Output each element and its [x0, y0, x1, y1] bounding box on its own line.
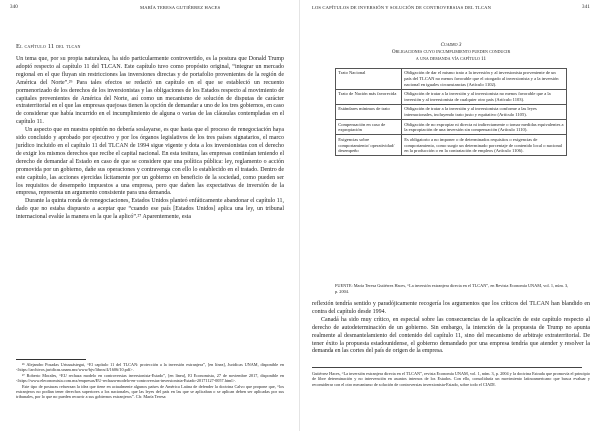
table-row-value: Obligación de tratar a la inversión y al inversionista no menos favorable que a la inversión y al inversionista de cualquier otro país (Artículo 1103).	[402, 89, 567, 104]
section-title: El capítulo 11 del tlcan	[16, 43, 81, 50]
table-caption-line: Obligaciones cuyo incumplimiento pueden conducir	[391, 49, 511, 55]
table-row-key: Trato Nacional	[336, 69, 402, 90]
right-running-head: LOS CAPÍTULOS DE INVERSIÓN Y SOLUCIÓN DE CONTROVERSIAS DEL TLCAN	[312, 5, 492, 10]
left-paragraph: Durante la quinta ronda de renegociaciones, Estados Unidos planteó enfáticamente abandonar el capítulo 11, dado que no estaba dispuesto a aceptar que “cuando ese país [Estados Unidos] aplica una ley, un tribunal internacional evalúe la manera en la que la aplicó”.²⁷ Aparentemente, esta	[16, 198, 284, 221]
table-row-value: Obligación de no expropiar ni directa ni indirectamente o tomar medidas equivalentes a la expropiación de una inversión sin compensación (Artículo 1110).	[402, 120, 567, 135]
table-caption-line: a una demanda vía capítulo 11	[415, 56, 487, 62]
footnote: ²⁶ Alejandro Posadas Urtusuástegui, “El capítulo 11 del TLCAN: protección a la inversión extranjera”, [en línea], Juridicas UNAM, disponible en <https://archivos.juridicas.unam.mx/www/bjv/libros/4/1606/10.pdf>.	[16, 362, 284, 373]
table-source-note: FUENTE: María Teresa Gutiérrez Haces, “La inversión extranjera directa en el TLCAN”, en Revista Economía UNAM, vol. 1, núm. 3, p. 2004.	[335, 283, 569, 294]
footnote: Gutiérrez Haces, “La inversión extranjera directa en el TLCAN”, revista Economía UNAM, vol. 1, núm. 3, p. 2004 y la doctrina Estrada que promovía el principio de libre determinación y no intervención en asuntos internos de los Estados. Con ello, consolidaría un movimiento latinoamericano que busca evaluar y reconsiderar con el otro mecanismo de solución de controversias inversionista-Estado, sobre todo el CIADI.	[312, 371, 590, 387]
footnote-divider	[312, 367, 582, 368]
table-row-value: Obligación de tratar a la inversión y al inversionista conforme a las leyes internacionales, incluyendo trato justo y equitativo (Artículo 1105).	[402, 105, 567, 120]
right-paragraph: reflexión tendría sentido y paradójicamente recogería los argumentos que los críticos del TLCAN han blandido en contra del capítulo desde 1994.	[312, 301, 590, 315]
table-row-value: Obligación de dar el mismo trato a la inversión y al inversionista proveniente de un país del TLCAN no menos favorable que el otorgado al inversionista y a la inversión nacional en iguales circunstancias (Artículo 1102).	[402, 69, 567, 90]
left-footnotes	[16, 362, 284, 400]
right-body-text	[312, 301, 590, 356]
table-row	[336, 69, 567, 90]
left-paragraph: Un aspecto que en nuestra opinión no debería soslayarse, es que hasta que el proceso de renegociación haya sido concluido y aprobado por ejecutivo y por los órganos legislativos de los tres países signatarios, el marco jurídico incluido en el capítulo 11 del TLCAN de 1994 sigue vigente y dota a los inversionistas con el derecho de exigir los mismos derechos que recibe el capital nacional. En esta tesitura, las empresas continúan teniendo el derecho de demandar al Estado en caso de que se considere que una política pública: ley, reglamento o acción promovida por un gobierno, dañe sus operaciones y contravenga con ello lo establecido en el tratado. Dentro de este capítulo, las acciones ejercidas lícitamente por un gobierno en beneficio de la sociedad, como pueden ser los requisitos de desempeño impuestos a una empresa, pero que dañen las expectativas de inversión de la empresa, representa un argumento consistente para una demanda.	[16, 127, 284, 197]
table-row	[336, 120, 567, 135]
left-body-text	[16, 56, 284, 222]
right-paragraph: Canadá ha sido muy crítico, en especial sobre las consecuencias de la aplicación de este capítulo respecto al derecho de autodeterminación de un gobierno. Sin embargo, la intención de la propuesta de Trump no apunta realmente al desmantelamiento del contenido del capítulo 11, sino del mecanismo de arbitraje extraterritorial. De tener éxito la propuesta estadounidense, el gobierno demandado por una empresa tendría que atender y resolver la demanda en las cortes del país de origen de la empresa.	[312, 316, 590, 355]
right-page-number: 341	[582, 5, 590, 10]
table-row-value: Es obligatorio a no imponer o de determinados requisitos o exigencias de comportamiento, como surgir un determinado porcentaje de contenido local o nacional en la producción o en la contratación de empleos (Artículo 1106).	[402, 135, 567, 156]
footnote: ²⁷ Roberto Morales, “EU rechaza modelo en controversias inversionista-Estado”, [en línea], El Economista, 27 de noviembre 2017, disponible en <https://www.eleconomista.com.mx/empresas/EU-rechaza-modelo-en-controversias-inversionista-Estado-20171127-0057.html>.	[16, 372, 284, 384]
left-paragraph: Un tema que, por su propia naturaleza, ha sido particularmente controvertido, es la postura que Donald Trump adoptó respecto al capítulo 11 del TLCAN. Este capítulo tuvo como propósito original, “integrar un mercado regional en el que fluyan sin restricciones las inversiones directas y de portafolio provenientes de la región de América del Norte”.²⁶ Para tales efectos se redactó un capítulo en el que se estableció un recuento pormenorizado de los derechos de los inversionistas y las obligaciones de los Estados respecto al movimiento de capitales provenientes de América del Norte, así como un mecanismo de solución de disputas de carácter extraterritorial en el que las empresas quejosas tienen la opción de demandar a uno de los tres gobiernos, en caso de considerar que había incurrido en el incumplimiento de alguna o varias de las cláusulas contempladas en el capítulo 11.	[16, 56, 284, 126]
table-row-key: Exigencias sobre comportamiento/ operatividad/ desempeño	[336, 135, 402, 156]
obligations-table	[335, 68, 567, 156]
table-row-key: Trato de Nación más favorecida	[336, 89, 402, 104]
table-row	[336, 105, 567, 120]
right-footnotes	[312, 371, 590, 387]
table-row	[336, 135, 567, 156]
right-page	[300, 0, 600, 431]
table-row-key: Compensación en caso de expropiación	[336, 120, 402, 135]
left-page-number: 340	[10, 5, 18, 10]
table-row	[336, 89, 567, 104]
left-running-head: MARÍA TERESA GUTIÉRREZ HACES	[140, 5, 221, 10]
footnote: Este tipo de posturas refuerzan la idea que tiene en actualmente algunos países de América Latina de defender la doctrina Calvo que propone que, “los extranjeros no podían tener derechos superiores a los nacionales, que las leyes del país en las que se aplicaban o se aplican deben ser aplicadas por sus tribunales, por lo que no pueden recurrir a sus gobiernos extranjeros”. Cfr. María Teresa	[16, 383, 284, 400]
table-caption-label: Cuadro 3	[440, 42, 462, 48]
table-row-key: Estándares mínimos de trato	[336, 105, 402, 120]
footnote-divider	[16, 359, 86, 360]
